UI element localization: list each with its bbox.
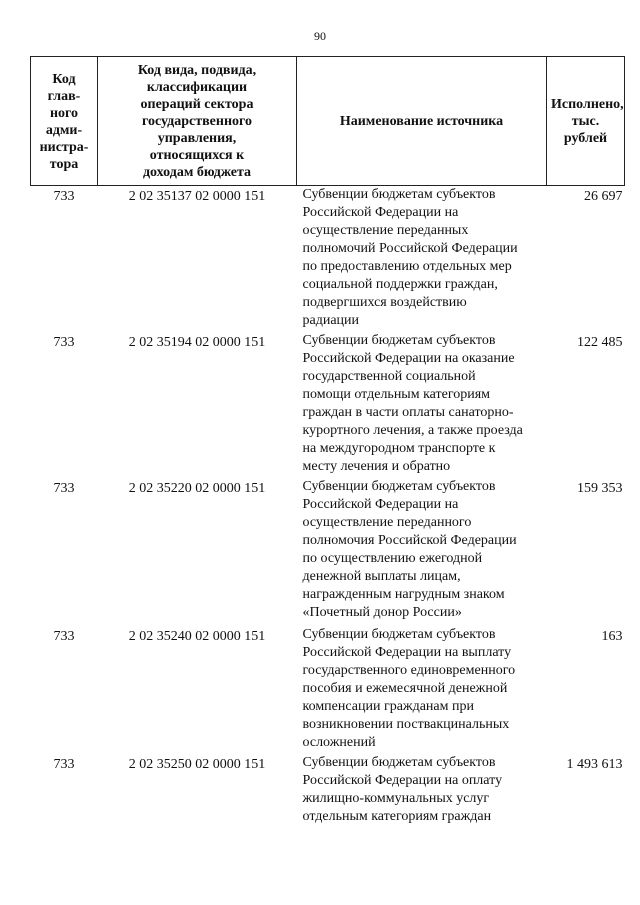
text-line: Код вида, подвида,: [137, 63, 257, 78]
text-line: курортного лечения, а также проезда: [302, 423, 523, 438]
text-line: жилищно-коммунальных услуг: [302, 791, 490, 806]
table-row: [31, 754, 625, 834]
text-line: государственного: [141, 114, 253, 129]
header-classification-code: [98, 57, 297, 186]
text-line: осуществление переданного: [302, 515, 472, 530]
text-line: по предоставлению отдельных мер: [302, 259, 512, 274]
text-line: классификации: [146, 80, 248, 95]
page-number: 90: [314, 29, 326, 43]
text-line: Российской Федерации на выплату: [302, 645, 512, 660]
text-line: Наименование источника: [339, 114, 504, 129]
text-line: на междугородном транспорте к: [302, 441, 496, 456]
cell-admin-code: 733: [53, 335, 75, 350]
text-line: Исполнено,: [551, 97, 624, 112]
text-line: пособия и ежемесячной денежной: [302, 681, 508, 696]
text-line: полномочий Российской Федерации: [302, 241, 518, 256]
cell-admin-code: 733: [53, 481, 75, 496]
cell-source-name: [297, 186, 547, 333]
text-line: по осуществлению ежегодной: [302, 551, 483, 566]
cell-executed-amount: 1 493 613: [566, 757, 623, 772]
text-line: отдельным категориям граждан: [302, 809, 492, 824]
text-line: государственной социальной: [302, 369, 476, 384]
text-line: месту лечения и обратно: [302, 459, 451, 474]
text-line: Российской Федерации на: [302, 205, 459, 220]
cell-source-name: [297, 478, 547, 626]
text-line: относящихся к: [149, 148, 245, 163]
text-line: осуществление переданных: [302, 223, 469, 238]
text-line: государственного единовременного: [302, 663, 516, 678]
text-line: тыс. рублей: [563, 114, 608, 146]
text-line: Субвенции бюджетам субъектов: [302, 187, 496, 202]
text-line: денежной выплаты лицам,: [302, 569, 461, 584]
text-line: операций сектора: [140, 97, 254, 112]
cell-admin-code: 733: [53, 757, 75, 772]
text-line: помощи отдельным категориям: [302, 387, 491, 402]
text-line: Субвенции бюджетам субъектов: [302, 479, 496, 494]
budget-table: [30, 56, 625, 834]
text-line: Российской Федерации на: [302, 497, 459, 512]
cell-classification-code: 2 02 35250 02 0000 151: [128, 757, 266, 772]
text-line: глав-: [47, 88, 81, 104]
cell-source-name: [297, 626, 547, 754]
cell-admin-code: 733: [53, 629, 75, 644]
cell-source-name: [297, 754, 547, 834]
text-line: адми-: [45, 122, 83, 138]
text-line: тора: [49, 156, 79, 172]
table-row: [31, 332, 625, 478]
text-line: Субвенции бюджетам субъектов: [302, 333, 496, 348]
text-line: ного: [49, 105, 79, 121]
text-line: Субвенции бюджетам субъектов: [302, 755, 496, 770]
cell-classification-code: 2 02 35137 02 0000 151: [128, 189, 266, 204]
table-row: [31, 186, 625, 333]
text-line: компенсации гражданам при: [302, 699, 474, 714]
text-line: «Почетный донор России»: [302, 605, 462, 620]
table-row: [31, 478, 625, 626]
header-executed: [547, 57, 625, 186]
table-header: [31, 57, 625, 186]
text-line: подвергшихся воздействию: [302, 295, 467, 310]
cell-admin-code: 733: [53, 189, 75, 204]
text-line: Код: [52, 71, 76, 87]
text-line: возникновении поствакцинальных: [302, 717, 510, 732]
text-line: награжденным нагрудным знаком: [302, 587, 505, 602]
cell-executed-amount: 122 485: [577, 335, 623, 350]
text-line: Субвенции бюджетам субъектов: [302, 627, 496, 642]
cell-executed-amount: 26 697: [584, 189, 623, 204]
header-admin-code: [31, 57, 98, 186]
header-source-name: [297, 57, 547, 186]
text-line: социальной поддержки граждан,: [302, 277, 498, 292]
cell-classification-code: 2 02 35194 02 0000 151: [128, 335, 266, 350]
text-line: граждан в части оплаты санаторно-: [302, 405, 514, 420]
cell-executed-amount: 163: [601, 629, 623, 644]
cell-classification-code: 2 02 35240 02 0000 151: [128, 629, 266, 644]
text-line: Российской Федерации на оплату: [302, 773, 503, 788]
table-row: [31, 626, 625, 754]
cell-executed-amount: 159 353: [577, 481, 623, 496]
text-line: Российской Федерации на оказание: [302, 351, 515, 366]
text-line: доходам бюджета: [142, 165, 252, 180]
table-body: [31, 186, 625, 835]
text-line: полномочия Российской Федерации: [302, 533, 517, 548]
cell-source-name: [297, 332, 547, 478]
cell-classification-code: 2 02 35220 02 0000 151: [128, 481, 266, 496]
text-line: управления,: [157, 131, 237, 146]
text-line: нистра-: [39, 139, 89, 155]
text-line: радиации: [302, 313, 360, 328]
text-line: осложнений: [302, 735, 376, 750]
